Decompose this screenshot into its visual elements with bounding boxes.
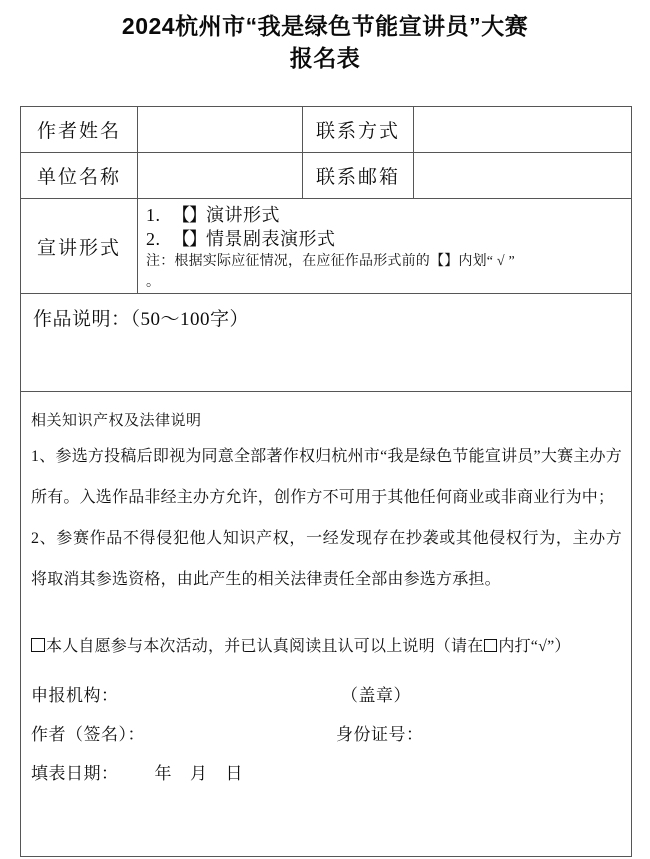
option-2-number: 2. bbox=[146, 229, 161, 249]
field-label-contact-phone: 联系方式 bbox=[303, 107, 414, 153]
author-signature-label[interactable]: 作者（签名）： bbox=[31, 725, 145, 744]
fill-date-label: 填表日期： bbox=[31, 764, 119, 783]
date-year-unit: 年 bbox=[154, 764, 172, 783]
title-line-2: 报名表 bbox=[289, 45, 361, 71]
table-row bbox=[21, 153, 632, 199]
presentation-option-1[interactable] bbox=[146, 203, 625, 227]
seal-note: （盖章） bbox=[341, 686, 411, 705]
option-2-label: 情景剧表演形式 bbox=[206, 229, 336, 249]
option-2-checkbox[interactable]: 【】 bbox=[172, 229, 206, 249]
work-description-cell[interactable] bbox=[21, 294, 632, 392]
table-row bbox=[21, 199, 632, 294]
consent-text-before: 本人自愿参与本次活动，并已认真阅读且认可以上说明（请在 bbox=[46, 638, 484, 655]
work-description-label: 作品说明：（50～100字） bbox=[33, 309, 250, 330]
table-row bbox=[21, 294, 632, 392]
presentation-option-2[interactable] bbox=[146, 227, 625, 251]
legal-spacer bbox=[31, 600, 622, 630]
fill-date-row bbox=[31, 754, 622, 793]
title-line-1: 2024杭州市“我是绿色节能宣讲员”大赛 bbox=[121, 13, 529, 39]
legal-paragraph-1: 1、参选方投稿后即视为同意全部著作权归杭州市“我是绿色节能宣讲员”大赛主办方所有。入选作品非经主办方允许，创作方不可用于其他任何商业或非商业行为中； bbox=[31, 448, 622, 506]
registration-form-table bbox=[20, 106, 632, 857]
legal-paragraph-2: 2、参赛作品不得侵犯他人知识产权，一经发现存在抄袭或其他侵权行为，主办方将取消其参选资格，由此产生的相关法律责任全部由参选方承担。 bbox=[31, 530, 622, 588]
id-number-label[interactable]: 身份证号： bbox=[336, 725, 424, 744]
table-row bbox=[21, 107, 632, 153]
option-1-number: 1. bbox=[146, 205, 161, 225]
legal-and-signature-cell bbox=[21, 392, 632, 857]
option-1-checkbox[interactable]: 【】 bbox=[172, 205, 206, 225]
consent-inline-checkbox-icon bbox=[484, 639, 497, 652]
field-input-author-name[interactable] bbox=[138, 107, 303, 153]
author-signature-row bbox=[31, 715, 622, 754]
declaring-organization-row bbox=[31, 676, 622, 715]
field-input-contact-phone[interactable] bbox=[414, 107, 632, 153]
legal-heading: 相关知识产权及法律说明 bbox=[31, 413, 202, 429]
declaring-organization-label: 申报机构： bbox=[31, 686, 119, 705]
field-label-author-name: 作者姓名 bbox=[21, 107, 138, 153]
consent-checkbox-icon[interactable] bbox=[31, 638, 45, 652]
table-row bbox=[21, 392, 632, 857]
field-input-organization-name[interactable] bbox=[138, 153, 303, 199]
presentation-format-cell bbox=[138, 199, 632, 294]
field-input-contact-email[interactable] bbox=[414, 153, 632, 199]
field-label-organization-name: 单位名称 bbox=[21, 153, 138, 199]
field-label-contact-email: 联系邮箱 bbox=[303, 153, 414, 199]
page-title bbox=[0, 10, 650, 74]
fill-date-field[interactable] bbox=[31, 754, 243, 793]
presentation-note: 注：根据实际应征情况，在应征作品形式前的【】内划“ √ ” bbox=[146, 254, 515, 269]
option-1-label: 演讲形式 bbox=[206, 205, 280, 225]
date-day-unit: 日 bbox=[225, 764, 243, 783]
consent-text-after: 内打“√”） bbox=[498, 638, 571, 655]
field-label-presentation-format: 宣讲形式 bbox=[21, 199, 138, 294]
consent-statement[interactable] bbox=[31, 630, 622, 664]
date-month-unit: 月 bbox=[190, 764, 208, 783]
presentation-note-tail: 。 bbox=[146, 275, 161, 290]
